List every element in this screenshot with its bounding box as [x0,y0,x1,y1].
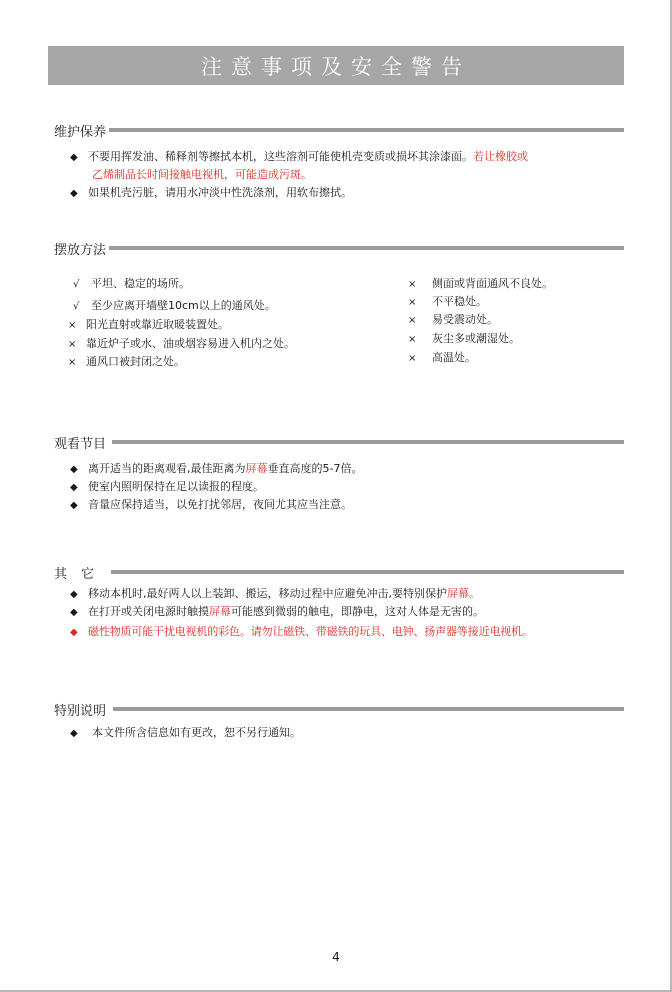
cross-icon: × [408,279,417,290]
item-text-highlight: 磁性物质可能干扰电视机的彩色。请勿让磁铁、带磁铁的玩具、电钟、扬声器等接近电视机。 [88,625,533,638]
list-item [70,604,484,620]
item-text: 至少应离开墙壁10cm以上的通风处。 [91,299,276,312]
item-text: 阳光直射或靠近取暖装置处。 [86,318,229,331]
item-text-highlight: 屏幕 [245,462,268,475]
section-divider [109,246,624,250]
item-text: 灰尘多或潮湿处。 [432,332,520,345]
section-header-placement [54,240,624,256]
diamond-bullet-icon: ◆ [70,728,78,739]
list-item [70,185,352,201]
title-banner [48,46,624,85]
section-title: 其它 [54,566,109,582]
section-title: 摆放方法 [54,242,107,258]
diamond-bullet-icon: ◆ [70,152,78,163]
item-text: 不要用挥发油、稀释剂等擦拭本机，这些溶剂可能使机壳变质或损坏其涂漆面。 [88,150,473,163]
list-item [70,725,301,741]
item-text: 平坦、稳定的场所。 [91,277,190,290]
cross-icon: × [408,297,417,308]
diamond-bullet-icon: ◆ [70,188,78,199]
item-text: 移动本机时,最好两人以上装卸、搬运，移动过程中应避免冲击,要特别保护 [88,587,447,600]
section-divider [113,707,624,711]
item-text: 音量应保持适当，以免打扰邻居，夜间尤其应当注意。 [88,498,352,511]
diamond-bullet-icon: ◆ [70,482,78,493]
section-header-special [54,701,624,717]
list-item [408,312,498,328]
diamond-bullet-icon: ◆ [70,464,78,475]
section-divider [112,440,624,444]
item-text: 可能感到微弱的触电，即静电，这对人体是无害的。 [231,605,484,618]
list-item [68,354,185,370]
list-item [408,331,520,347]
page-title: 注意事项及安全警告 [201,54,471,79]
list-item [68,336,295,352]
item-text: 易受震动处。 [432,313,498,326]
section-divider [109,128,624,132]
page-number: 4 [332,950,340,964]
diamond-bullet-icon: ◆ [70,500,78,511]
list-item [70,461,362,477]
item-text-highlight: 屏幕 [209,605,231,618]
diamond-bullet-icon: ◆ [70,589,78,600]
item-text: 本文件所含信息如有更改，恕不另行通知。 [92,726,301,739]
section-divider [111,570,624,574]
item-text: 离开适当的距离观看,最佳距离为 [88,462,246,475]
section-title: 观看节目 [54,436,107,452]
check-icon: √ [73,279,80,290]
item-text: 侧面或背面通风不良处。 [432,277,553,290]
list-item [68,317,229,333]
item-text: 如果机壳污脏，请用水冲淡中性洗涤剂，用软布擦拭。 [88,186,352,199]
item-text-highlight: 乙烯制品长时间接触电视机，可能造成污斑。 [92,168,312,181]
list-item [408,350,476,366]
item-text: 通风口被封闭之处。 [86,355,185,368]
section-header-maintenance [54,122,624,138]
item-text: 靠近炉子或水、油或烟容易进入机内之处。 [86,337,295,350]
item-text: 不平稳处。 [432,295,487,308]
item-text-highlight: 屏幕。 [447,587,480,600]
list-item [70,149,528,165]
cross-icon: × [68,339,77,350]
section-title: 特别说明 [54,703,107,719]
section-title: 维护保养 [54,124,107,140]
list-item [408,294,487,310]
item-text-highlight: 若让橡胶或 [473,150,528,163]
cross-icon: × [68,357,77,368]
list-item [408,276,553,292]
diamond-bullet-icon: ◆ [70,607,78,618]
list-item [70,479,264,495]
section-header-other [54,564,624,580]
cross-icon: × [68,320,77,331]
diamond-bullet-icon: ◆ [70,627,78,638]
item-text: 高温处。 [432,351,476,364]
item-text: 在打开或关闭电源时触摸 [88,605,209,618]
item-text: 垂直高度的5-7倍。 [267,462,363,475]
cross-icon: × [408,353,417,364]
list-item [70,497,352,513]
list-item [73,298,276,314]
section-header-viewing [54,434,624,450]
check-icon: √ [73,301,80,312]
item-text: 使室内照明保持在足以读报的程度。 [88,480,264,493]
list-item [70,586,480,602]
list-item [73,276,190,292]
cross-icon: × [408,315,417,326]
cross-icon: × [408,334,417,345]
list-item [70,624,533,640]
